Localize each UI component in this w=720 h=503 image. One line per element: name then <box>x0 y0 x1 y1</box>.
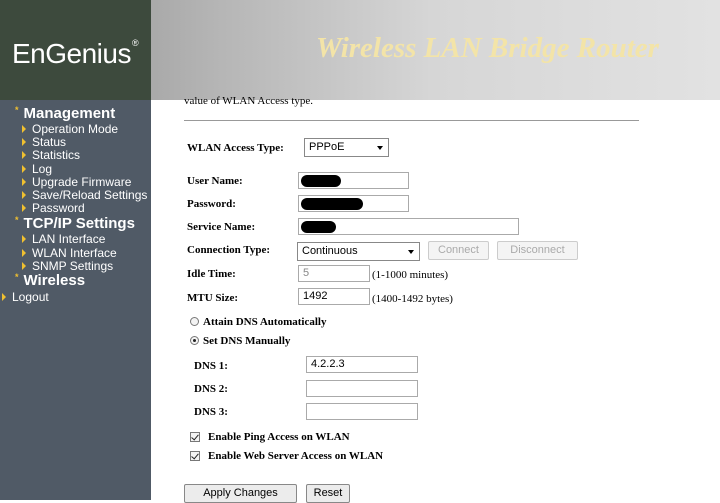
menu-section-wireless[interactable] <box>15 272 85 289</box>
wlan-access-type-label: WLAN Access Type: <box>187 142 284 154</box>
service-name-input[interactable] <box>298 218 519 235</box>
connection-type-select[interactable] <box>297 242 420 261</box>
dns2-label: DNS 2: <box>194 383 228 395</box>
ping-access-checkbox[interactable] <box>190 432 200 442</box>
menu-item-label: WLAN Interface <box>32 246 117 260</box>
menu-item-label: Logout <box>12 290 49 304</box>
header <box>0 0 720 100</box>
attain-dns-auto-label: Attain DNS Automatically <box>203 316 327 328</box>
arrow-icon <box>22 151 26 159</box>
redaction-mark <box>301 175 341 187</box>
mtu-size-label: MTU Size: <box>187 292 239 304</box>
arrow-icon <box>22 138 26 146</box>
star-icon: * <box>15 215 19 225</box>
mtu-size-hint: (1400-1492 bytes) <box>372 293 453 305</box>
arrow-icon <box>22 191 26 199</box>
arrow-icon <box>22 262 26 270</box>
menu-section-tcpip-settings[interactable] <box>15 215 135 232</box>
menu-item-label: Log <box>32 162 53 176</box>
wlan-access-type-select[interactable] <box>304 138 389 157</box>
dns1-input[interactable]: 4.2.2.3 <box>306 356 418 373</box>
menu-item-lan-interface[interactable] <box>22 232 105 246</box>
select-value: Continuous <box>302 245 358 257</box>
set-dns-manually-radio[interactable] <box>190 336 199 345</box>
ping-access-label: Enable Ping Access on WLAN <box>208 431 350 443</box>
arrow-icon <box>22 235 26 243</box>
menu-section-label: Wireless <box>23 272 86 289</box>
menu-item-label: SNMP Settings <box>32 259 114 273</box>
star-icon: * <box>15 105 19 115</box>
arrow-icon <box>22 125 26 133</box>
arrow-icon <box>22 165 26 173</box>
menu-item-label: LAN Interface <box>32 232 106 246</box>
menu-item-upgrade-firmware[interactable] <box>22 175 131 189</box>
menu-item-label: Upgrade Firmware <box>32 175 132 189</box>
menu-section-label: TCP/IP Settings <box>23 215 135 232</box>
menu-item-label: Statistics <box>32 148 81 162</box>
menu-section-management[interactable] <box>15 105 115 122</box>
idle-time-label: Idle Time: <box>187 268 236 280</box>
password-label: Password: <box>187 198 236 210</box>
select-value: PPPoE <box>309 141 345 153</box>
sidebar <box>0 100 151 500</box>
menu-item-label: Save/Reload Settings <box>32 188 148 202</box>
star-icon: * <box>15 272 19 282</box>
connect-button[interactable]: Connect <box>428 241 489 260</box>
brand-name: EnGenius <box>12 38 131 69</box>
menu-item-label: Status <box>32 135 67 149</box>
web-access-label: Enable Web Server Access on WLAN <box>208 450 384 462</box>
registered-mark: ® <box>131 38 139 48</box>
user-name-label: User Name: <box>187 175 243 187</box>
dns2-input[interactable] <box>306 380 418 397</box>
password-input[interactable] <box>298 195 409 212</box>
menu-item-wlan-interface[interactable] <box>22 246 117 260</box>
idle-time-hint: (1-1000 minutes) <box>372 269 449 281</box>
arrow-icon <box>2 293 6 301</box>
menu-item-logout[interactable] <box>2 290 49 304</box>
reset-button[interactable]: Reset <box>306 484 350 503</box>
app-title: Wireless LAN Bridge Router <box>316 32 659 64</box>
menu-item-log[interactable] <box>22 162 52 176</box>
dropdown-arrow-icon <box>408 250 414 254</box>
idle-time-input[interactable]: 5 <box>298 265 370 282</box>
arrow-icon <box>22 204 26 212</box>
intro-text: value of WLAN Access type. <box>184 95 314 107</box>
menu-item-password[interactable] <box>22 201 85 215</box>
mtu-size-input[interactable]: 1492 <box>298 288 370 305</box>
user-name-input[interactable] <box>298 172 409 189</box>
service-name-label: Service Name: <box>187 221 256 233</box>
divider <box>184 120 639 121</box>
dns1-label: DNS 1: <box>194 360 228 372</box>
menu-item-label: Operation Mode <box>32 122 119 136</box>
menu-item-status[interactable] <box>22 135 66 149</box>
menu-item-label: Password <box>32 201 85 215</box>
web-access-checkbox[interactable] <box>190 451 200 461</box>
menu-item-statistics[interactable] <box>22 148 80 162</box>
menu-section-label: Management <box>23 105 116 122</box>
dns3-label: DNS 3: <box>194 406 228 418</box>
apply-changes-button[interactable]: Apply Changes <box>184 484 297 503</box>
attain-dns-auto-radio[interactable] <box>190 317 199 326</box>
redaction-mark <box>301 198 363 210</box>
menu-item-save-reload-settings[interactable] <box>22 188 147 202</box>
menu-item-operation-mode[interactable] <box>22 122 118 136</box>
set-dns-manually-label: Set DNS Manually <box>203 335 291 347</box>
connection-type-label: Connection Type: <box>187 244 271 256</box>
main-content <box>151 95 720 500</box>
redaction-mark <box>301 221 336 233</box>
logo-panel <box>0 0 151 100</box>
menu-item-snmp-settings[interactable] <box>22 259 113 273</box>
dns3-input[interactable] <box>306 403 418 420</box>
arrow-icon <box>22 249 26 257</box>
disconnect-button[interactable]: Disconnect <box>497 241 578 260</box>
dropdown-arrow-icon <box>377 146 383 150</box>
engenius-logo <box>12 38 138 70</box>
arrow-icon <box>22 178 26 186</box>
